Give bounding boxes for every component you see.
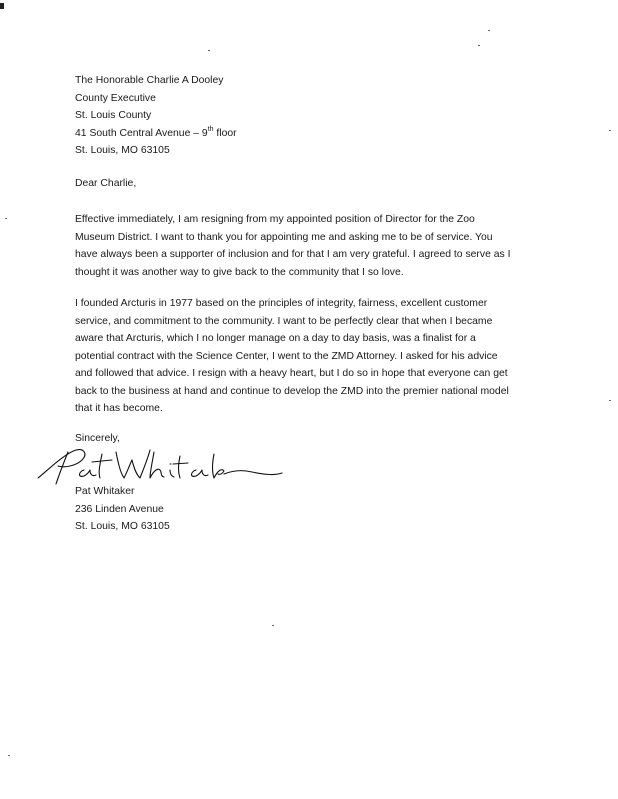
scan-mark [0,3,4,9]
paragraph-line: thought it was another way to give back to the community that I so love. [75,266,404,278]
recipient-street [75,125,237,143]
recipient-organization: St. Louis County [75,110,152,121]
paragraph-line: aware that Arcturis, which I no longer manage on a day to day basis, was a finalist for a [75,333,476,344]
closing: Sincerely, [75,433,120,444]
paragraph-line: Effective immediately, I am resigning from my appointed position of Director for the Zoo [75,214,475,225]
recipient-name: The Honorable Charlie A Dooley [75,75,224,86]
paragraph-line: back to the business at hand and continue to develop the ZMD into the premier national model [75,385,509,397]
sender-name: Pat Whitaker [75,486,135,497]
recipient-title: County Executive [75,92,156,104]
scan-speck [5,218,7,219]
recipient-city-state-zip: St. Louis, MO 63105 [75,145,170,156]
scan-speck [609,400,611,401]
recipient-street-suffix: floor [213,127,237,139]
signature-caption: Pat Whitaker [30,440,36,441]
scan-speck [478,45,480,46]
paragraph-line: Museum District. I want to thank you for appointing me and asking me to be of service. You [75,231,493,243]
recipient-street-superscript: th [207,125,214,133]
paragraph-line: potential contract with the Science Center, I went to the ZMD Attorney. I asked for his advice [75,350,498,362]
salutation: Dear Charlie, [75,178,137,189]
scan-speck [208,50,210,51]
scan-speck [8,755,10,756]
recipient-address [75,72,237,160]
paragraph-line: I founded Arcturis in 1977 based on the principles of integrity, fairness, excellent customer [75,298,488,309]
sender-block [75,483,170,536]
recipient-street-main: 41 South Central Avenue – 9 [75,127,208,139]
sender-street: 236 Linden Avenue [75,503,164,515]
scan-speck [272,625,274,626]
paragraph-line: service, and commitment to the community. I want to be perfectly clear that when I became [75,315,493,327]
body-paragraph-2 [75,295,555,418]
sender-city-state-zip: St. Louis, MO 63105 [75,521,170,532]
paragraph-line: have always been a supporter of inclusion and for that I am very grateful. I agreed to serve as I [75,249,511,260]
scan-speck [609,130,611,131]
body-paragraph-1 [75,211,555,281]
scan-speck [488,30,490,31]
paragraph-line: and followed that advice. I resign with a heavy heart, but I do so in hope that everyone can get [75,368,508,379]
paragraph-line: that it has become. [75,403,163,414]
